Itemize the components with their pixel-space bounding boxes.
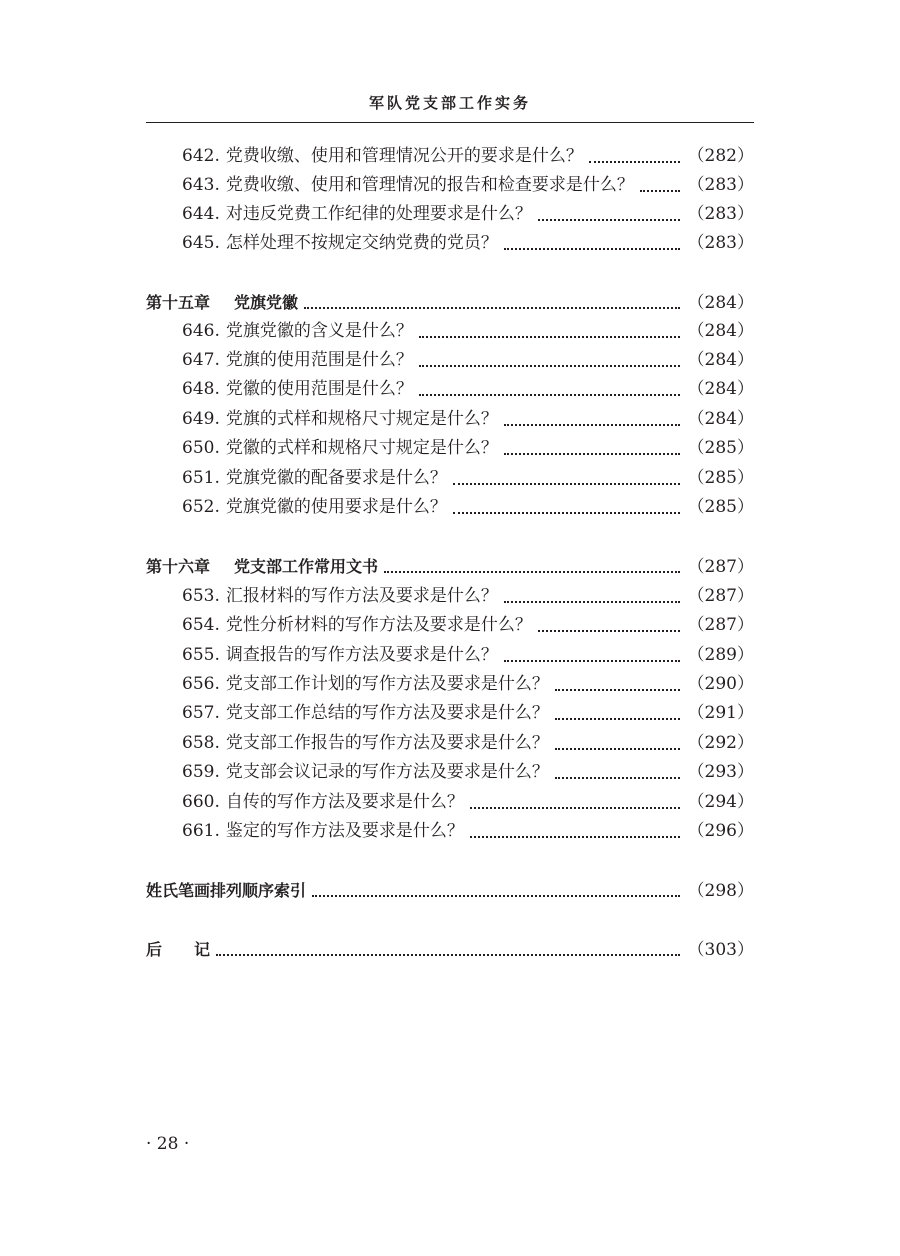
entry-page: （282） (687, 146, 754, 166)
entry-number: 658. (182, 733, 220, 753)
header-rule (146, 122, 754, 123)
entry-number: 653. (182, 586, 220, 606)
dot-leader (453, 483, 680, 485)
toc-chapter-16 (146, 552, 754, 581)
page-number: · 28 · (146, 1134, 190, 1154)
entry-number: 650. (182, 438, 220, 458)
entry-title: 党费收缴、使用和管理情况的报告和检查要求是什么？ (225, 175, 634, 195)
toc-afterword (146, 935, 754, 964)
entry-title: 党旗党徽的含义是什么？ (225, 321, 413, 341)
dot-leader (419, 394, 680, 396)
entry-title: 党支部会议记录的写作方法及要求是什么？ (225, 762, 549, 782)
entry-page: （284） (687, 350, 754, 370)
entry-number: 646. (182, 321, 220, 341)
dot-leader (555, 777, 680, 779)
toc-entry (146, 317, 754, 346)
entry-page: （284） (687, 379, 754, 399)
entry-number: 654. (182, 615, 220, 635)
toc-entry (146, 670, 754, 699)
running-head: 军队党支部工作实务 (368, 94, 531, 112)
toc-entry (146, 200, 754, 229)
entry-page: （291） (687, 703, 754, 723)
dot-leader (312, 895, 680, 897)
entry-number: 647. (182, 350, 220, 370)
entry-number: 648. (182, 379, 220, 399)
entry-number: 656. (182, 674, 220, 694)
toc-entry (146, 405, 754, 434)
entry-page: （284） (687, 409, 754, 429)
chapter-title: 党旗党徽 (234, 293, 299, 312)
entry-title: 调查报告的写作方法及要求是什么？ (225, 645, 498, 665)
toc-index (146, 876, 754, 905)
dot-leader (555, 689, 680, 691)
entry-number: 645. (182, 233, 220, 253)
dot-leader (304, 307, 680, 309)
dot-leader (640, 190, 680, 192)
entry-title: 汇报材料的写作方法及要求是什么？ (225, 586, 498, 606)
entry-number: 652. (182, 497, 220, 517)
entry-number: 644. (182, 204, 220, 224)
index-page: （298） (687, 881, 754, 901)
dot-leader (470, 836, 680, 838)
afterword-page: （303） (687, 940, 754, 960)
dot-leader (419, 336, 680, 338)
entry-title: 党支部工作总结的写作方法及要求是什么？ (225, 703, 549, 723)
entry-page: （296） (687, 821, 754, 841)
chapter-label: 第十五章 (146, 293, 211, 312)
dot-leader (453, 512, 680, 514)
dot-leader (538, 219, 680, 221)
entry-title: 党旗党徽的配备要求是什么？ (225, 468, 447, 488)
entry-page: （285） (687, 438, 754, 458)
entry-page: （285） (687, 468, 754, 488)
entry-title: 党旗的式样和规格尺寸规定是什么？ (225, 409, 498, 429)
entry-page: （283） (687, 233, 754, 253)
dot-leader (555, 718, 680, 720)
toc-entry (146, 493, 754, 522)
entry-title: 对违反党费工作纪律的处理要求是什么？ (225, 204, 532, 224)
entry-number: 655. (182, 645, 220, 665)
chapter-title: 党支部工作常用文书 (234, 557, 379, 576)
dot-leader (589, 161, 680, 163)
toc-entry (146, 758, 754, 787)
toc-entry (146, 142, 754, 171)
dot-leader (555, 748, 680, 750)
toc-entry (146, 346, 754, 375)
entry-page: （285） (687, 497, 754, 517)
index-title: 姓氏笔画排列顺序索引 (146, 881, 307, 900)
toc-entry (146, 375, 754, 404)
dot-leader (504, 248, 680, 250)
entry-title: 党费收缴、使用和管理情况公开的要求是什么？ (225, 146, 583, 166)
entry-number: 642. (182, 146, 220, 166)
entry-page: （283） (687, 175, 754, 195)
entry-title: 自传的写作方法及要求是什么？ (225, 792, 464, 812)
entry-number: 660. (182, 792, 220, 812)
chapter-page: （284） (687, 293, 754, 313)
toc-entry (146, 788, 754, 817)
entry-page: （287） (687, 615, 754, 635)
entry-title: 党旗党徽的使用要求是什么？ (225, 497, 447, 517)
entry-number: 659. (182, 762, 220, 782)
toc-entry (146, 464, 754, 493)
entry-title: 怎样处理不按规定交纳党费的党员？ (225, 233, 498, 253)
entry-number: 649. (182, 409, 220, 429)
entry-page: （293） (687, 762, 754, 782)
toc-entry (146, 434, 754, 463)
dot-leader (504, 453, 680, 455)
entry-page: （283） (687, 204, 754, 224)
toc-entry (146, 582, 754, 611)
toc-entry (146, 817, 754, 846)
entry-number: 661. (182, 821, 220, 841)
toc-entry (146, 229, 754, 258)
toc-entry (146, 641, 754, 670)
dot-leader (504, 660, 680, 662)
dot-leader (504, 601, 680, 603)
entry-title: 党支部工作计划的写作方法及要求是什么？ (225, 674, 549, 694)
entry-number: 657. (182, 703, 220, 723)
entry-page: （289） (687, 645, 754, 665)
entry-number: 643. (182, 175, 220, 195)
entry-page: （292） (687, 733, 754, 753)
entry-page: （287） (687, 586, 754, 606)
entry-title: 党支部工作报告的写作方法及要求是什么？ (225, 733, 549, 753)
entry-number: 651. (182, 468, 220, 488)
entry-title: 党徽的式样和规格尺寸规定是什么？ (225, 438, 498, 458)
toc-entry (146, 699, 754, 728)
dot-leader (470, 807, 680, 809)
toc-chapter-15 (146, 288, 754, 317)
entry-title: 鉴定的写作方法及要求是什么？ (225, 821, 464, 841)
dot-leader (419, 365, 680, 367)
chapter-page: （287） (687, 557, 754, 577)
dot-leader (384, 571, 680, 573)
entry-title: 党旗的使用范围是什么？ (225, 350, 413, 370)
entry-page: （290） (687, 674, 754, 694)
dot-leader (504, 424, 680, 426)
chapter-label: 第十六章 (146, 557, 211, 576)
entry-page: （284） (687, 321, 754, 341)
afterword-title: 后 记 (146, 940, 211, 959)
entry-title: 党性分析材料的写作方法及要求是什么？ (225, 615, 532, 635)
toc-entry (146, 729, 754, 758)
toc-entry (146, 171, 754, 200)
dot-leader (216, 954, 680, 956)
entry-title: 党徽的使用范围是什么？ (225, 379, 413, 399)
toc-entry (146, 611, 754, 640)
dot-leader (538, 630, 680, 632)
entry-page: （294） (687, 792, 754, 812)
